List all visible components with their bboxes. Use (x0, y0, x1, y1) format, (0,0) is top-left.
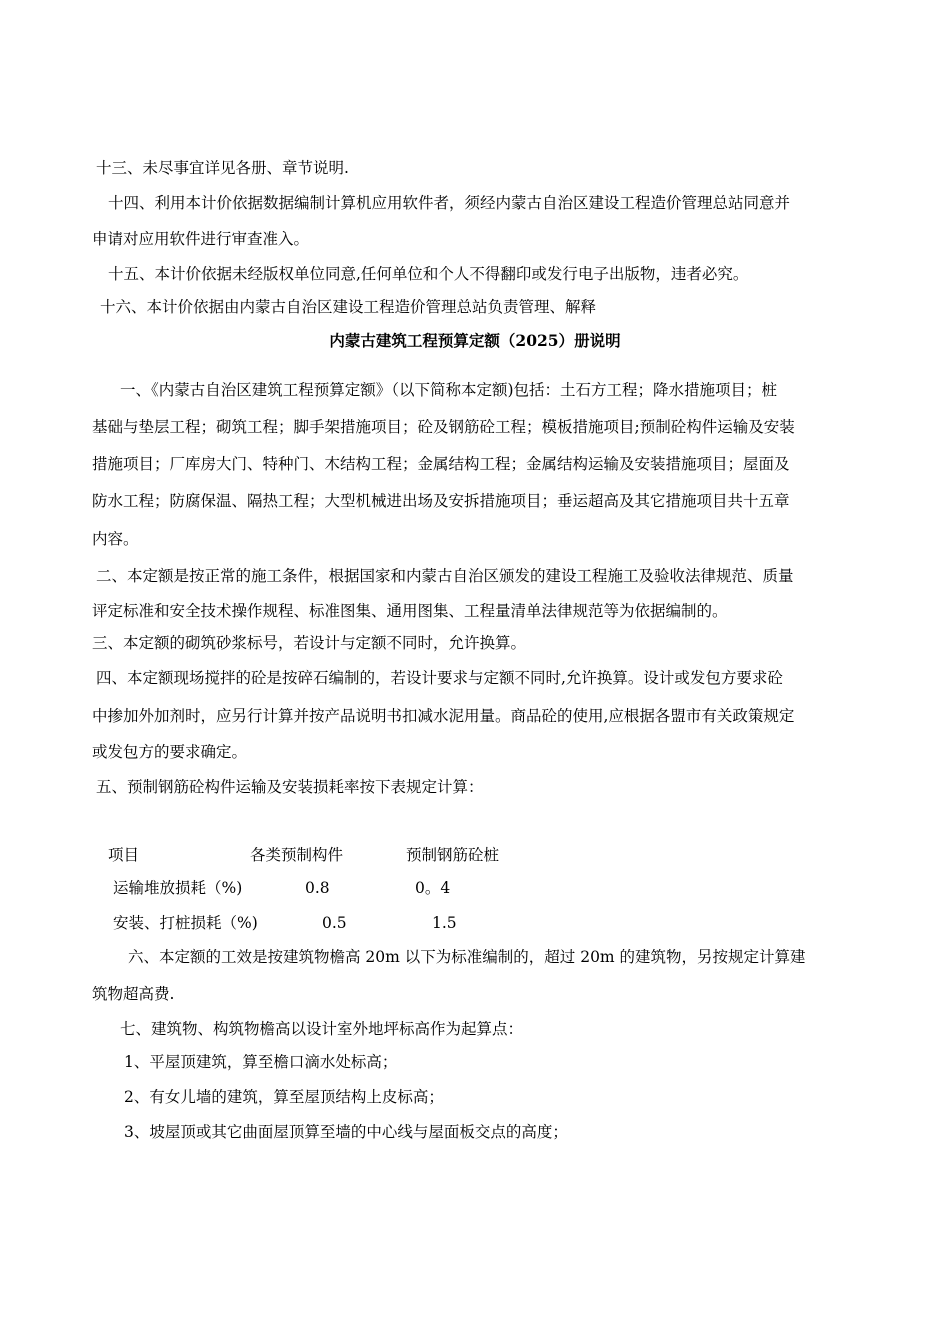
table-row2-precast: 0.5 (322, 914, 347, 932)
item-1-line3: 措施项目；厂库房大门、特种门、木结构工程；金属结构工程；金属结构运输及安装措施项目；屋面及 (92, 455, 790, 473)
item-6-line1: 六、本定额的工效是按建筑物檐高 20m 以下为标准编制的，超过 20m 的建筑物，另按规定计算建 (128, 948, 806, 966)
item-5: 五、预制钢筋砼构件运输及安装损耗率按下表规定计算： (96, 778, 484, 796)
item-2-line1: 二、本定额是按正常的施工条件，根据国家和内蒙古自治区颁发的建设工程施工及验收法律规范、质量 (96, 567, 794, 585)
section-title: 内蒙古建筑工程预算定额（2025）册说明 (329, 331, 621, 350)
item-4-line1: 四、本定额现场搅拌的砼是按碎石编制的，若设计要求与定额不同时,允许换算。设计或发包方要求砼 (96, 669, 783, 687)
paragraph-13: 十三、未尽事宜详见各册、章节说明. (96, 159, 349, 177)
item-7-sub2: 2、有女儿墙的建筑，算至屋顶结构上皮标高； (124, 1088, 444, 1106)
table-row2-pile: 1.5 (432, 914, 457, 932)
item-7: 七、建筑物、构筑物檐高以设计室外地坪标高作为起算点： (120, 1020, 524, 1038)
paragraph-16: 十六、本计价依据由内蒙古自治区建设工程造价管理总站负责管理、解释 (100, 298, 597, 316)
item-4-line2: 中掺加外加剂时，应另行计算并按产品说明书扣减水泥用量。商品砼的使用,应根据各盟市有关政策规定 (92, 707, 795, 725)
item-7-sub3: 3、坡屋顶或其它曲面屋顶算至墙的中心线与屋面板交点的高度； (124, 1123, 568, 1141)
item-4-line3: 或发包方的要求确定。 (92, 743, 248, 761)
table-header-item: 项目 (108, 846, 140, 864)
table-row1-pile: 0。4 (415, 879, 451, 897)
item-1-line5: 内容。 (92, 530, 139, 548)
item-3: 三、本定额的砌筑砂浆标号，若设计与定额不同时，允许换算。 (92, 634, 527, 652)
item-6-line2: 筑物超高费. (92, 985, 175, 1003)
item-7-sub1: 1、平屋顶建筑，算至檐口滴水处标高； (124, 1053, 398, 1071)
table-header-pile: 预制钢筋砼桩 (406, 846, 500, 864)
table-row1-precast: 0.8 (305, 879, 330, 897)
item-1-line2: 基础与垫层工程；砌筑工程；脚手架措施项目；砼及钢筋砼工程；模板措施项目;预制砼构件运输及安装 (92, 418, 795, 436)
item-1-line4: 防水工程；防腐保温、隔热工程；大型机械进出场及安拆措施项目；垂运超高及其它措施项目共十五章 (92, 492, 790, 510)
item-2-line2: 评定标准和安全技术操作规程、标准图集、通用图集、工程量清单法律规范等为依据编制的。 (92, 602, 728, 620)
table-row2-label: 安装、打桩损耗（%) (113, 914, 258, 932)
paragraph-14-line1: 十四、利用本计价依据数据编制计算机应用软件者，须经内蒙古自治区建设工程造价管理总站同意并 (108, 194, 791, 212)
paragraph-14-line2: 申请对应用软件进行审查准入。 (92, 230, 310, 248)
table-header-precast: 各类预制构件 (250, 846, 344, 864)
item-1-line1: 一、《内蒙古自治区建筑工程预算定额》（以下简称本定额)包括：土石方工程；降水措施项目；桩 (120, 381, 778, 399)
paragraph-15: 十五、本计价依据未经版权单位同意,任何单位和个人不得翻印或发行电子出版物，违者必究。 (108, 265, 749, 283)
table-row1-label: 运输堆放损耗（%) (113, 879, 243, 897)
